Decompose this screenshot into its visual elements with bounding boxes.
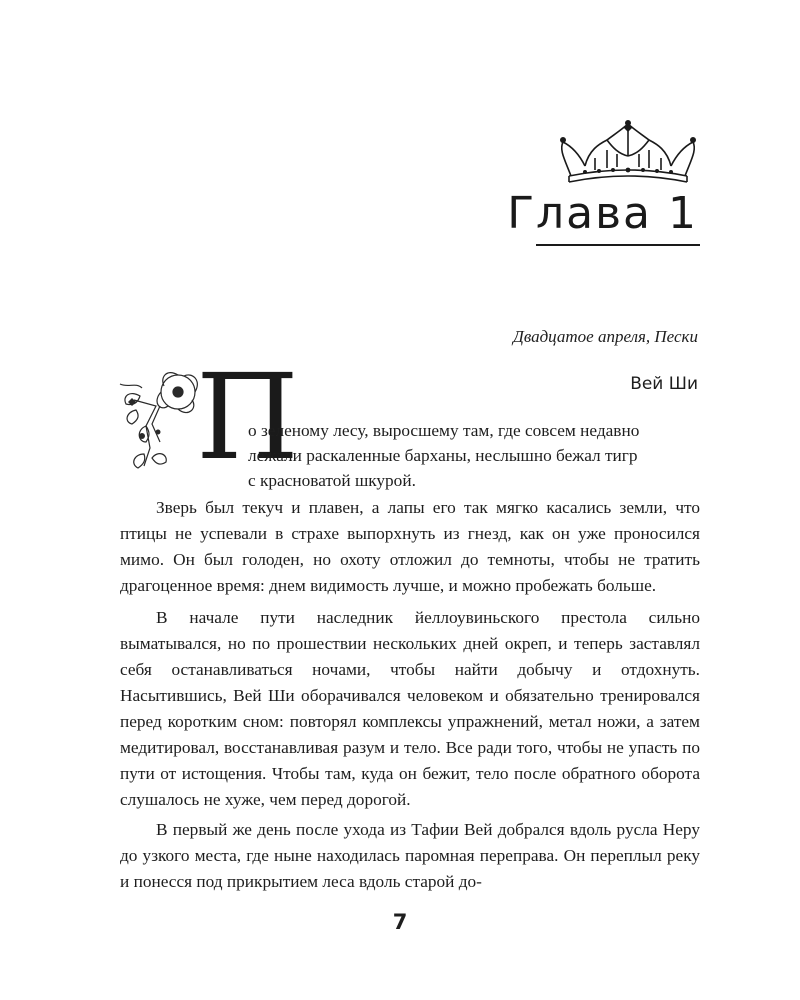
title-underline <box>536 244 700 246</box>
floral-dropcap-icon <box>116 348 299 486</box>
page-number: 7 <box>392 910 408 934</box>
body-paragraph: Зверь был текуч и плавен, а лапы его так мягко касались земли, что птицы не успевали в страхе выпорхнуть из гнезд, как он уже проносился мимо. Он был голоден, но охоту отложил до темноты, чтобы не тратить драгоценное время: днем видимость лучше, и можно пробежать больше. <box>120 498 700 595</box>
first-paragraph-line-1: о зеленому лесу, выросшему там, где совсем недавно <box>248 421 640 440</box>
crown-icon <box>555 120 701 188</box>
pov-character: Вей Ши <box>630 374 698 394</box>
first-paragraph-line-2: лежали раскаленные барханы, неслышно бежал тигр <box>248 446 638 465</box>
body-paragraph: В начале пути наследник йеллоувиньского престола сильно выматывался, но по прошествии нескольких дней окреп, и теперь заставлял себя останавливаться ночами, чтобы найти добычу и отдохнуть. Насытившись, Вей Ши оборачивался человеком и обязательно тренировался перед коротким сном: повторял комплексы упражнений, метал ножи, а затем медитировал, восстанавливая разум и тело. Все ради того, чтобы не упасть по пути от истощения. Чтобы там, куда он бежит, тело после обратного оборота слушалось не хуже, чем перед дорогой. <box>120 608 700 809</box>
body-paragraph: В первый же день после ухода из Тафии Вей добрался вдоль русла Неру до узкого места, где ныне находилась паромная переправа. Он переплыл реку и понесся под прикрытием леса вдоль старой до- <box>120 820 700 891</box>
chapter-date-location: Двадцатое апреля, Пески <box>513 327 698 346</box>
first-paragraph-line-3: с красноватой шкурой. <box>248 471 416 490</box>
dropcap-letter: П <box>196 348 299 486</box>
chapter-title: Глава 1 <box>507 188 698 239</box>
